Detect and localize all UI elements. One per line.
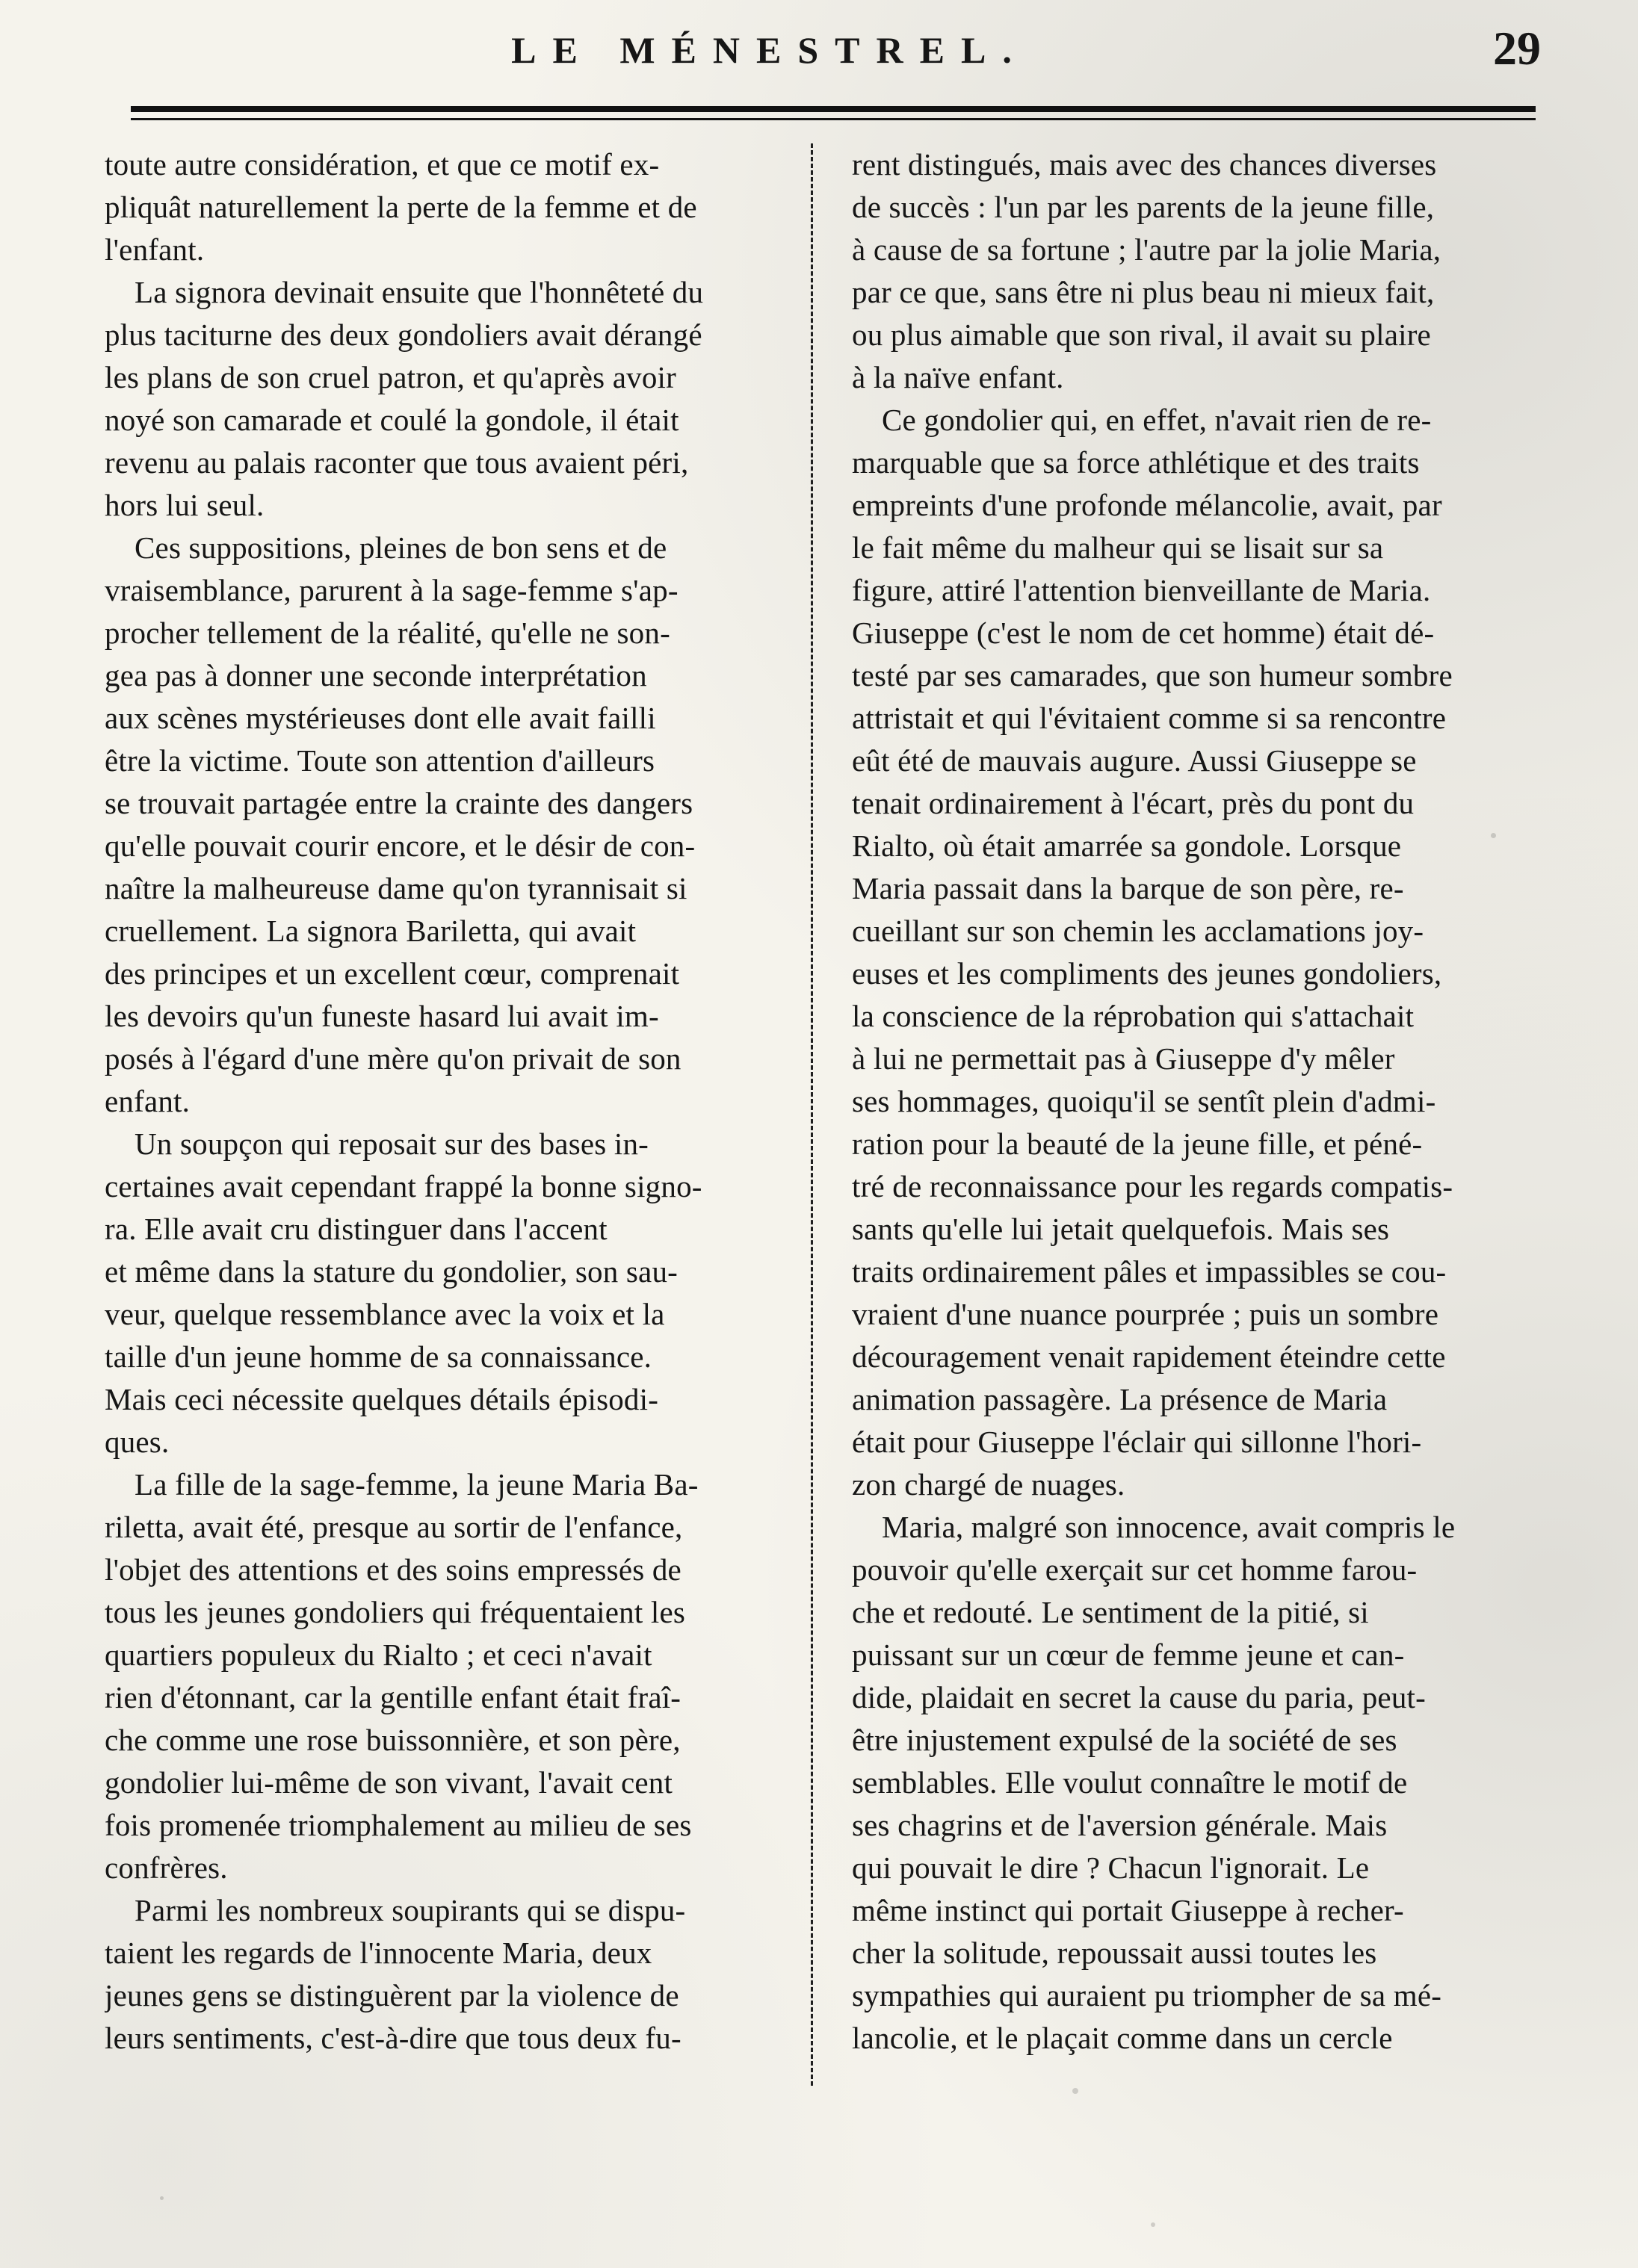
right-column (852, 143, 1547, 2235)
text-columns (105, 143, 1547, 2235)
text-line: même instinct qui portait Giuseppe à recher- (852, 1893, 1404, 1927)
text-line: était pour Giuseppe l'éclair qui sillonne l'hori- (852, 1425, 1422, 1459)
text-line: pouvoir qu'elle exerçait sur cet homme farou- (852, 1552, 1418, 1587)
page-number: 29 (1493, 22, 1541, 75)
text-line: La signora devinait ensuite que l'honnêteté du (135, 275, 704, 309)
text-line: Giuseppe (c'est le nom de cet homme) était dé- (852, 616, 1435, 650)
text-line: rent distingués, mais avec des chances diverses (852, 147, 1437, 182)
text-line: pliquât naturellement la perte de la femme et de (105, 190, 697, 224)
text-line: Mais ceci nécessite quelques détails épisodi- (105, 1382, 659, 1416)
print-speck (1151, 2222, 1155, 2227)
text-line: ou plus aimable que son rival, il avait su plaire (852, 317, 1431, 352)
text-line: des principes et un excellent cœur, comprenait (105, 956, 680, 991)
text-line: se trouvait partagée entre la crainte des dangers (105, 786, 693, 820)
text-line: zon chargé de nuages. (852, 1467, 1125, 1502)
text-line: sants qu'elle lui jetait quelquefois. Mais ses (852, 1212, 1390, 1246)
text-line: ses chagrins et de l'aversion générale. Mais (852, 1808, 1388, 1842)
text-line: cruellement. La signora Bariletta, qui avait (105, 914, 637, 948)
text-line: cher la solitude, repoussait aussi toutes les (852, 1936, 1377, 1970)
text-line: les plans de son cruel patron, et qu'après avoir (105, 360, 676, 394)
text-line: l'objet des attentions et des soins empressés de (105, 1552, 682, 1587)
text-line: ra. Elle avait cru distinguer dans l'accent (105, 1212, 608, 1246)
text-line: taient les regards de l'innocente Maria, deux (105, 1936, 652, 1970)
text-line: plus taciturne des deux gondoliers avait dérangé (105, 317, 702, 352)
text-line: leurs sentiments, c'est-à-dire que tous deux fu- (105, 2021, 682, 2055)
text-line: Ces suppositions, pleines de bon sens et de (135, 530, 667, 565)
text-line: être injustement expulsé de la société de ses (852, 1723, 1397, 1757)
text-line: figure, attiré l'attention bienveillante de Maria. (852, 573, 1431, 607)
text-line: ration pour la beauté de la jeune fille, et péné- (852, 1127, 1423, 1161)
text-line: qu'elle pouvait courir encore, et le désir de con- (105, 828, 696, 863)
text-line: ques. (105, 1425, 170, 1459)
text-line: à lui ne permettait pas à Giuseppe d'y mêler (852, 1041, 1395, 1076)
text-line: jeunes gens se distinguèrent par la violence de (105, 1978, 679, 2013)
text-line: noyé son camarade et coulé la gondole, il était (105, 403, 679, 437)
text-line: aux scènes mystérieuses dont elle avait failli (105, 701, 656, 735)
text-line: sympathies qui auraient pu triompher de sa mé- (852, 1978, 1442, 2013)
header-rule-thick (131, 106, 1536, 112)
text-line: che comme une rose buissonnière, et son père, (105, 1723, 681, 1757)
text-line: à cause de sa fortune ; l'autre par la jolie Maria, (852, 232, 1441, 267)
text-line: gondolier lui-même de son vivant, l'avait cent (105, 1765, 673, 1800)
text-line: Parmi les nombreux soupirants qui se dispu- (135, 1893, 686, 1927)
text-line: dide, plaidait en secret la cause du paria, peut- (852, 1680, 1426, 1714)
text-line: Maria, malgré son innocence, avait compris le (882, 1510, 1456, 1544)
text-line: La fille de la sage-femme, la jeune Maria Ba- (135, 1467, 699, 1502)
text-line: de succès : l'un par les parents de la jeune fille, (852, 190, 1435, 224)
text-line: à la naïve enfant. (852, 360, 1064, 394)
text-line: naître la malheureuse dame qu'on tyrannisait si (105, 871, 687, 905)
text-line: par ce que, sans être ni plus beau ni mieux fait, (852, 275, 1435, 309)
text-line: les devoirs qu'un funeste hasard lui avait im- (105, 999, 659, 1033)
text-line: testé par ses camarades, que son humeur sombre (852, 658, 1453, 693)
text-line: le fait même du malheur qui se lisait sur sa (852, 530, 1384, 565)
text-line: et même dans la stature du gondolier, son sau- (105, 1254, 678, 1289)
text-line: la conscience de la réprobation qui s'attachait (852, 999, 1415, 1033)
text-line: taille d'un jeune homme de sa connaissance. (105, 1339, 652, 1374)
running-title: LE MÉNESTREL. (511, 29, 1028, 71)
text-line: traits ordinairement pâles et impassibles se cou- (852, 1254, 1447, 1289)
text-line: semblables. Elle voulut connaître le motif de (852, 1765, 1408, 1800)
text-line: découragement venait rapidement éteindre cette (852, 1339, 1446, 1374)
text-line: qui pouvait le dire ? Chacun l'ignorait. Le (852, 1850, 1370, 1885)
text-line: Un soupçon qui reposait sur des bases in- (135, 1127, 649, 1161)
page-header (127, 21, 1547, 88)
text-line: hors lui seul. (105, 488, 265, 522)
text-line: cueillant sur son chemin les acclamations joy- (852, 914, 1424, 948)
text-line: quartiers populeux du Rialto ; et ceci n'avait (105, 1638, 652, 1672)
text-line: lancolie, et le plaçait comme dans un cercle (852, 2021, 1393, 2055)
text-line: rien d'étonnant, car la gentille enfant était fraî- (105, 1680, 682, 1714)
text-line: toute autre considération, et que ce motif ex- (105, 147, 660, 182)
header-rule-thin (131, 118, 1536, 120)
text-line: vraient d'une nuance pourprée ; puis un sombre (852, 1297, 1439, 1331)
text-line: puissant sur un cœur de femme jeune et can- (852, 1638, 1405, 1672)
text-line: certaines avait cependant frappé la bonne signo- (105, 1169, 702, 1203)
text-line: Maria passait dans la barque de son père, re- (852, 871, 1404, 905)
text-line: tenait ordinairement à l'écart, près du pont du (852, 786, 1415, 820)
text-line: tré de reconnaissance pour les regards compatis- (852, 1169, 1453, 1203)
text-line: l'enfant. (105, 232, 205, 267)
text-line: revenu au palais raconter que tous avaient péri, (105, 445, 689, 480)
text-line: che et redouté. Le sentiment de la pitié, si (852, 1595, 1369, 1629)
text-line: empreints d'une profonde mélancolie, avait, par (852, 488, 1442, 522)
text-line: eût été de mauvais augure. Aussi Giuseppe se (852, 743, 1417, 778)
text-line: être la victime. Toute son attention d'ailleurs (105, 743, 655, 778)
text-line: gea pas à donner une seconde interprétation (105, 658, 647, 693)
column-divider (811, 143, 813, 2086)
print-speck (1491, 833, 1496, 838)
print-speck (160, 2196, 164, 2200)
text-line: attristait et qui l'évitaient comme si sa rencontre (852, 701, 1447, 735)
text-line: marquable que sa force athlétique et des traits (852, 445, 1420, 480)
text-line: procher tellement de la réalité, qu'elle ne son- (105, 616, 670, 650)
text-line: Rialto, où était amarrée sa gondole. Lorsque (852, 828, 1402, 863)
print-speck (1072, 2088, 1078, 2094)
text-line: fois promenée triomphalement au milieu de ses (105, 1808, 692, 1842)
text-line: euses et les compliments des jeunes gondoliers, (852, 956, 1442, 991)
text-line: riletta, avait été, presque au sortir de l'enfance, (105, 1510, 683, 1544)
text-line: vraisemblance, parurent à la sage-femme s'ap- (105, 573, 679, 607)
text-line: ses hommages, quoiqu'il se sentît plein d'admi- (852, 1084, 1436, 1118)
text-line: tous les jeunes gondoliers qui fréquentaient les (105, 1595, 686, 1629)
text-line: Ce gondolier qui, en effet, n'avait rien de re- (882, 403, 1432, 437)
text-line: posés à l'égard d'une mère qu'on privait de son (105, 1041, 682, 1076)
text-line: veur, quelque ressemblance avec la voix et la (105, 1297, 665, 1331)
text-line: enfant. (105, 1084, 191, 1118)
left-column (105, 143, 800, 2235)
text-line: confrères. (105, 1850, 228, 1885)
text-line: animation passagère. La présence de Maria (852, 1382, 1388, 1416)
